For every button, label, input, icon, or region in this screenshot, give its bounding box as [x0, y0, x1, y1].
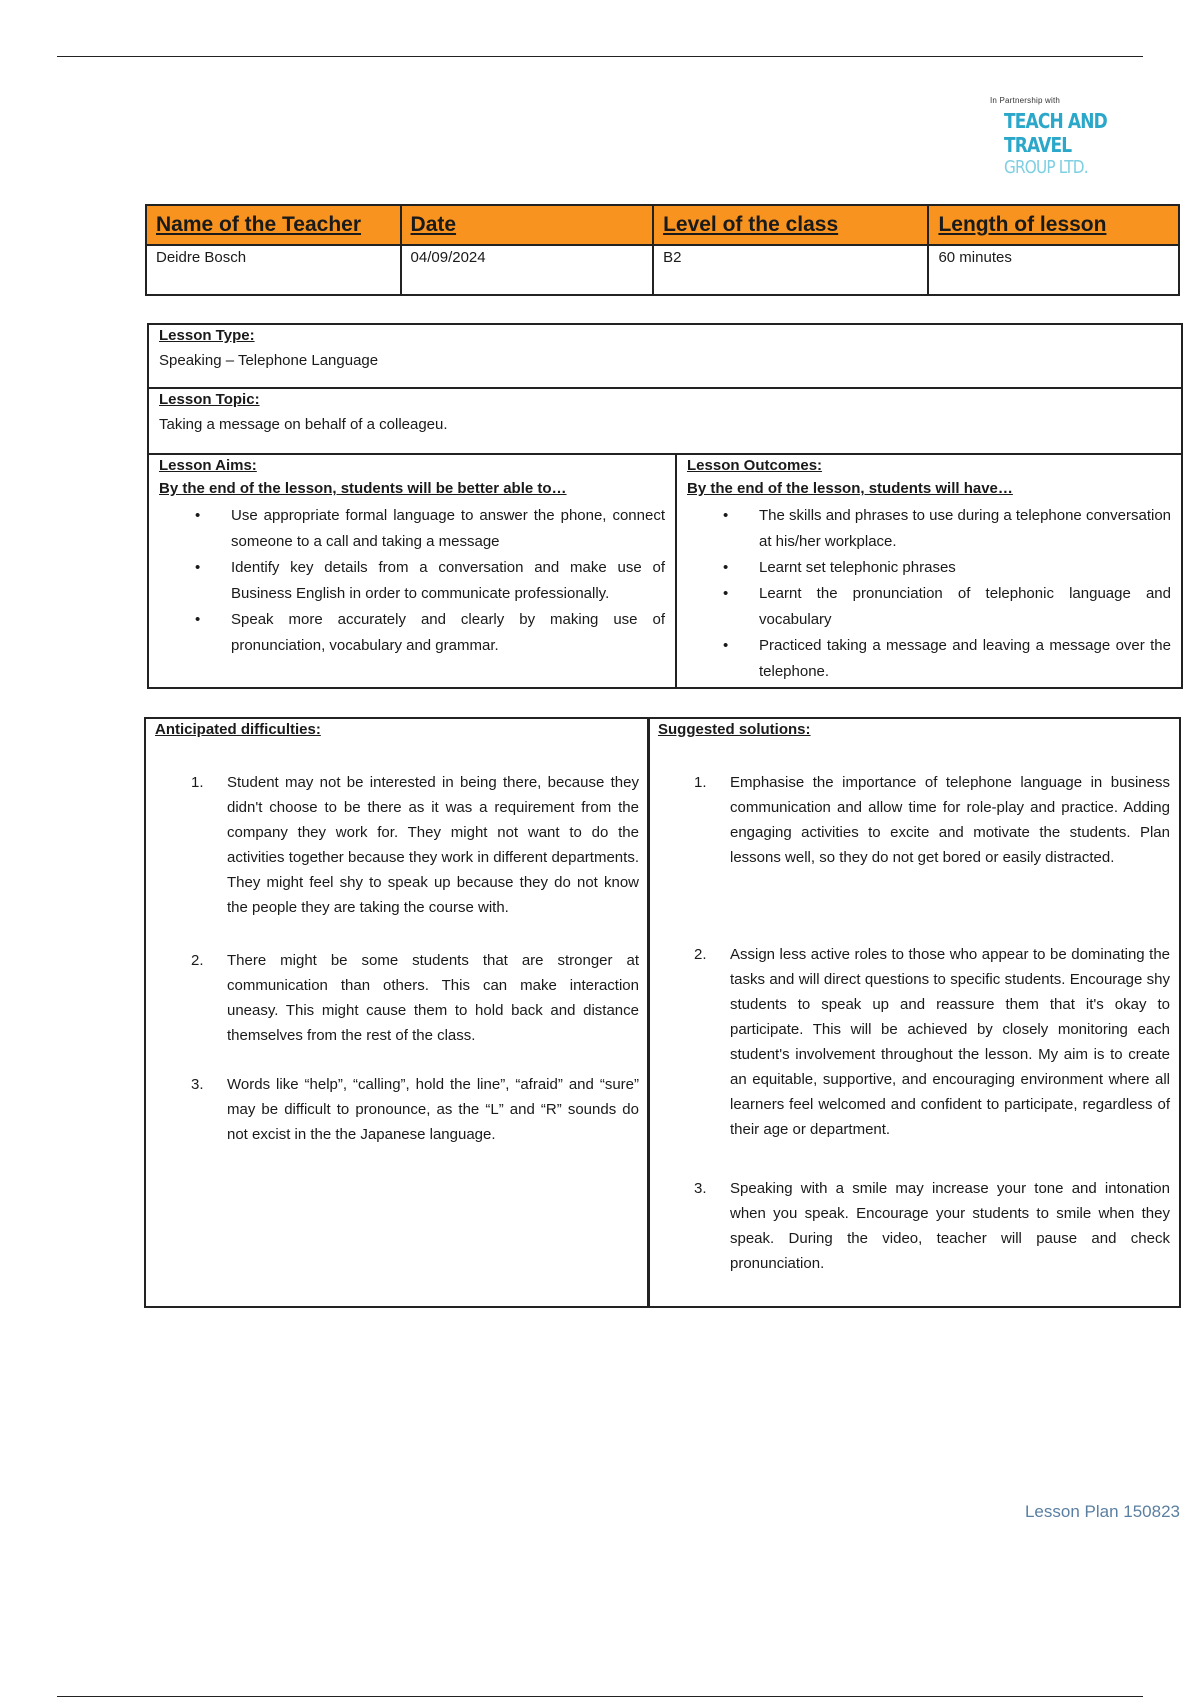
footer-document-label: Lesson Plan 150823: [1024, 1502, 1180, 1521]
solutions-list: [658, 770, 1170, 1276]
item-number: 3.: [191, 1076, 204, 1093]
lesson-type-value: Speaking – Telephone Language: [159, 352, 379, 369]
solutions-box: [647, 717, 1181, 1308]
lesson-type-label: Lesson Type:: [159, 327, 255, 344]
logo-line2: GROUP LTD.: [1004, 157, 1088, 178]
item-number: 2.: [191, 952, 204, 969]
item-number: 1.: [191, 774, 204, 791]
list-item: • Speak more accurately and clearly by making use of pronunciation, vocabulary and grammar.: [231, 607, 665, 659]
item-number: 3.: [694, 1180, 707, 1197]
logo-line1: TEACH AND TRAVEL: [1004, 109, 1107, 157]
item-text: Emphasise the importance of telephone language in business communication and allow time for role-play and practice. Adding engaging activities to excite and motivate the students. Plan lessons well, so they do not get bored or easily distracted.: [730, 774, 1170, 866]
item-text: Words like “help”, “calling”, hold the line”, “afraid” and “sure” may be difficult to pronounce, as the “L” and “R” sounds do not excist in the the Japanese language.: [227, 1076, 639, 1143]
lesson-topic-box: [147, 387, 1183, 455]
list-item: [155, 948, 639, 1048]
list-item: [658, 942, 1170, 1142]
list-item: • Learnt set telephonic phrases: [759, 555, 1171, 581]
list-item: [658, 1176, 1170, 1276]
aims-list: [159, 503, 665, 659]
lesson-header-table: [145, 204, 1180, 296]
logo-partnership: In Partnership with: [990, 96, 1061, 105]
difficulties-label: Anticipated difficulties:: [155, 721, 321, 738]
header-length: Length of lesson: [928, 205, 1179, 245]
top-rule: [57, 56, 1143, 57]
lesson-topic-value: Taking a message on behalf of a colleageu.: [159, 416, 448, 433]
item-text: Assign less active roles to those who appear to be dominating the tasks and will direct questions to specific students. Encourage shy students to speak up and reassure them that it's okay to participate. This will be achieved by closely monitoring each student's involvement throughout the lesson. My aim is to create an equitable, supportive, and encouraging environment where all learners feel welcomed and confident to participate, regardless of their age or department.: [730, 946, 1170, 1138]
solutions-label: Suggested solutions:: [658, 721, 811, 738]
lesson-outcomes-box: [675, 453, 1183, 689]
item-number: 1.: [694, 774, 707, 791]
difficulties-list: [155, 770, 639, 1147]
header-teacher: Name of the Teacher: [146, 205, 401, 245]
list-item: • Use appropriate formal language to answer the phone, connect someone to a call and taking a message: [231, 503, 665, 555]
list-item: [155, 770, 639, 920]
partner-logo: [990, 96, 1190, 178]
list-item: • Practiced taking a message and leaving a message over the telephone.: [759, 633, 1171, 685]
value-date: 04/09/2024: [401, 245, 654, 295]
list-item: [155, 1072, 639, 1147]
list-item: • Identify key details from a conversation and make use of Business English in order to communicate professionally.: [231, 555, 665, 607]
outcomes-list: [687, 503, 1171, 685]
aims-lead: By the end of the lesson, students will be better able to…: [159, 480, 567, 497]
lesson-aims-box: [147, 453, 677, 689]
outcomes-label: Lesson Outcomes:: [687, 457, 823, 474]
list-item: • The skills and phrases to use during a telephone conversation at his/her workplace.: [759, 503, 1171, 555]
lesson-type-box: [147, 323, 1183, 389]
lesson-topic-label: Lesson Topic:: [159, 391, 260, 408]
value-length: 60 minutes: [928, 245, 1179, 295]
value-teacher: Deidre Bosch: [146, 245, 401, 295]
bottom-rule: [57, 1696, 1143, 1697]
value-level: B2: [653, 245, 928, 295]
item-number: 2.: [694, 946, 707, 963]
item-text: Student may not be interested in being there, because they didn't choose to be there as it was a requirement from the company they work for. They might not want to do the activities together because they work in different departments. They might feel shy to speak up because they do not know the people they are taking the course with.: [227, 774, 639, 916]
item-text: There might be some students that are stronger at communication than others. This can make interaction uneasy. This might cause them to hold back and distance themselves from the rest of the class.: [227, 952, 639, 1044]
outcomes-lead: By the end of the lesson, students will have…: [687, 480, 1013, 497]
list-item: • Learnt the pronunciation of telephonic language and vocabulary: [759, 581, 1171, 633]
list-item: [658, 770, 1170, 870]
item-text: Speaking with a smile may increase your tone and intonation when you speak. Encourage your students to smile when they speak. During the video, teacher will pause and check pronunciation.: [730, 1180, 1170, 1272]
aims-label: Lesson Aims:: [159, 457, 257, 474]
header-date: Date: [401, 205, 654, 245]
difficulties-box: [144, 717, 650, 1308]
header-level: Level of the class: [653, 205, 928, 245]
